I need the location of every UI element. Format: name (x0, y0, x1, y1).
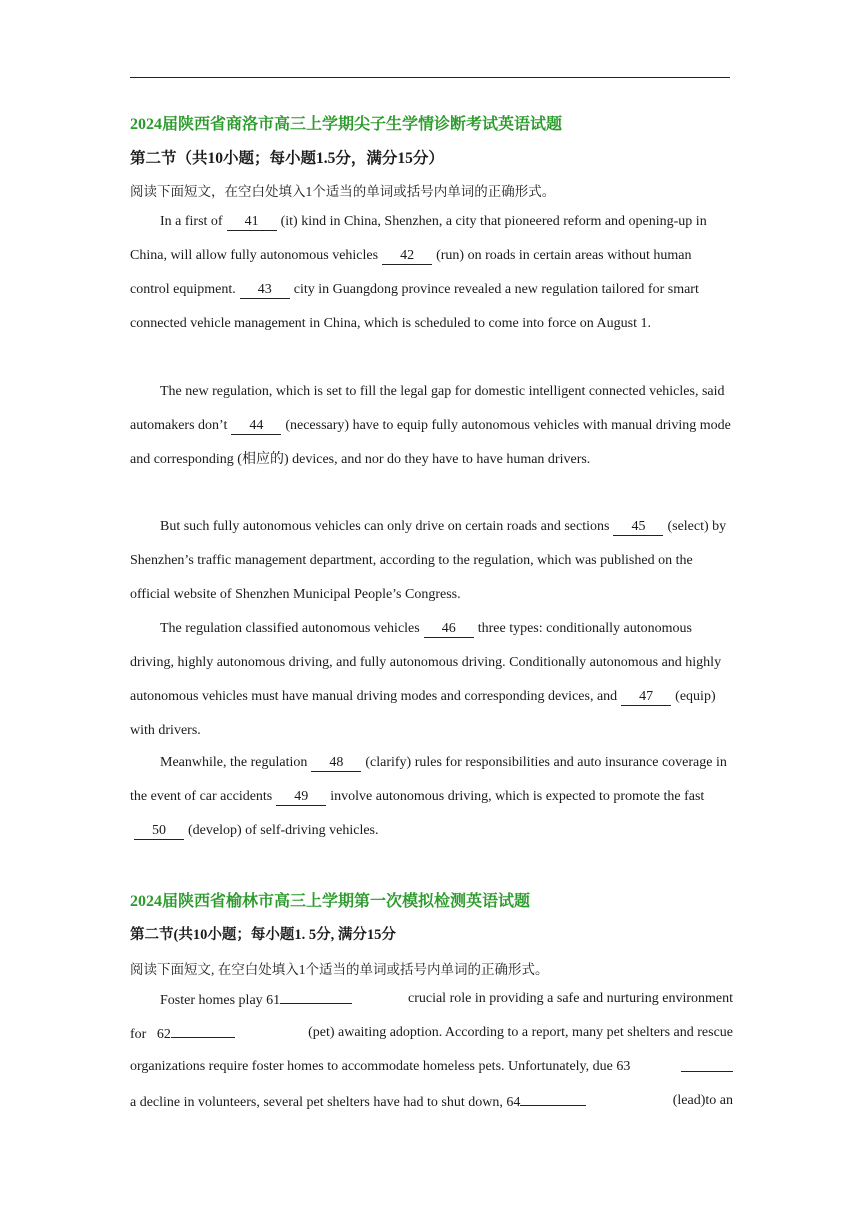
p3-text-2: (select) by Shenzhen’s traffic management department, according to the regulation, which was published on the official website of Shenzhen Municipal People’s Congress. (130, 519, 727, 602)
paragraph-2 (130, 375, 733, 477)
blank-47: 47 (621, 689, 671, 706)
p4-text-1: The regulation classified autonomous vehicles (160, 621, 420, 636)
s2-l4-text-b: (lead)to an (672, 1093, 733, 1108)
section1-instruction: 阅读下面短文，在空白处填入1个适当的单词或括号内单词的正确形式。 (130, 184, 556, 199)
blank-42: 42 (382, 248, 432, 265)
p5-text-2: (clarify) rules for responsibilities and auto insurance coverage in the event of car accidents (130, 755, 727, 804)
section2-subtitle: 第二节(共10小题；每小题1. 5分, 满分15分 (130, 927, 396, 943)
blank-43: 43 (240, 282, 290, 299)
blank-63 (681, 1059, 733, 1072)
s2-l2-text-b: (pet) awaiting adoption. According to a report, many pet shelters and rescue (308, 1025, 733, 1040)
s2-line-1 (130, 991, 733, 1009)
header-rule (130, 77, 730, 78)
blank-48: 48 (311, 755, 361, 772)
s2-l4-text-a: a decline in volunteers, several pet shelters have had to shut down, 64 (130, 1095, 521, 1110)
section2-instruction: 阅读下面短文, 在空白处填入1个适当的单词或括号内单词的正确形式。 (130, 962, 549, 977)
p1-text-3: (run) on roads in certain areas without human control equipment. (130, 248, 692, 297)
paragraph-5 (130, 746, 733, 848)
section1-title: 2024届陕西省商洛市高三上学期尖子生学情诊断考试英语试题 (130, 116, 563, 133)
s2-l1-text-a: Foster homes play 61 (160, 993, 281, 1008)
s2-l1-text-b: crucial role in providing a safe and nurturing environment (407, 991, 733, 1006)
p1-text-1: In a first of (160, 214, 223, 229)
p5-text-3: involve autonomous driving, which is expected to promote the fast (330, 789, 705, 804)
s2-line-3 (130, 1059, 733, 1075)
s2-l3-text: organizations require foster homes to accommodate homeless pets. Unfortunately, due 63 (130, 1059, 631, 1074)
s2-line-4 (130, 1093, 733, 1111)
p5-text-4: (develop) of self-driving vehicles. (188, 823, 379, 838)
blank-61 (280, 991, 352, 1004)
p3-text-1: But such fully autonomous vehicles can only drive on certain roads and sections (160, 519, 610, 534)
section1-subtitle: 第二节（共10小题；每小题1.5分，满分15分） (130, 150, 444, 167)
p2-text-1: The new regulation, which is set to fill the legal gap for domestic intelligent connected vehicles, said automakers don’t (130, 384, 725, 433)
blank-41: 41 (227, 214, 277, 231)
s2-l2-text-a: for 62 (130, 1027, 171, 1042)
p5-text-1: Meanwhile, the regulation (160, 755, 308, 770)
p1-text-4: city in Guangdong province revealed a new regulation tailored for smart connected vehicle management in China, which is scheduled to come into force on August 1. (130, 282, 699, 331)
blank-62 (171, 1025, 235, 1038)
p4-text-2: three types: conditionally autonomous driving, highly autonomous driving, and fully autonomous driving. Conditionally autonomous and highly autonomous vehicles must have manual driving modes and corresponding devices, and (130, 621, 722, 704)
p4-text-3: (equip) with drivers. (130, 689, 716, 738)
blank-50: 50 (134, 823, 184, 840)
blank-44: 44 (231, 418, 281, 435)
blank-49: 49 (276, 789, 326, 806)
blank-45: 45 (613, 519, 663, 536)
s2-line-2 (130, 1025, 733, 1043)
paragraph-3 (130, 510, 733, 612)
paragraph-1 (130, 205, 733, 341)
section2-title: 2024届陕西省榆林市高三上学期第一次模拟检测英语试题 (130, 893, 531, 910)
p1-text-2: (it) kind in China, Shenzhen, a city that pioneered reform and opening-up in China, will allow fully autonomous vehicles (130, 214, 707, 263)
blank-46: 46 (424, 621, 474, 638)
blank-64 (520, 1093, 586, 1106)
paragraph-4 (130, 612, 733, 748)
p2-text-2: (necessary) have to equip fully autonomous vehicles with manual driving mode and corresponding (相应的) devices, and nor do they have to have human drivers. (130, 418, 731, 467)
